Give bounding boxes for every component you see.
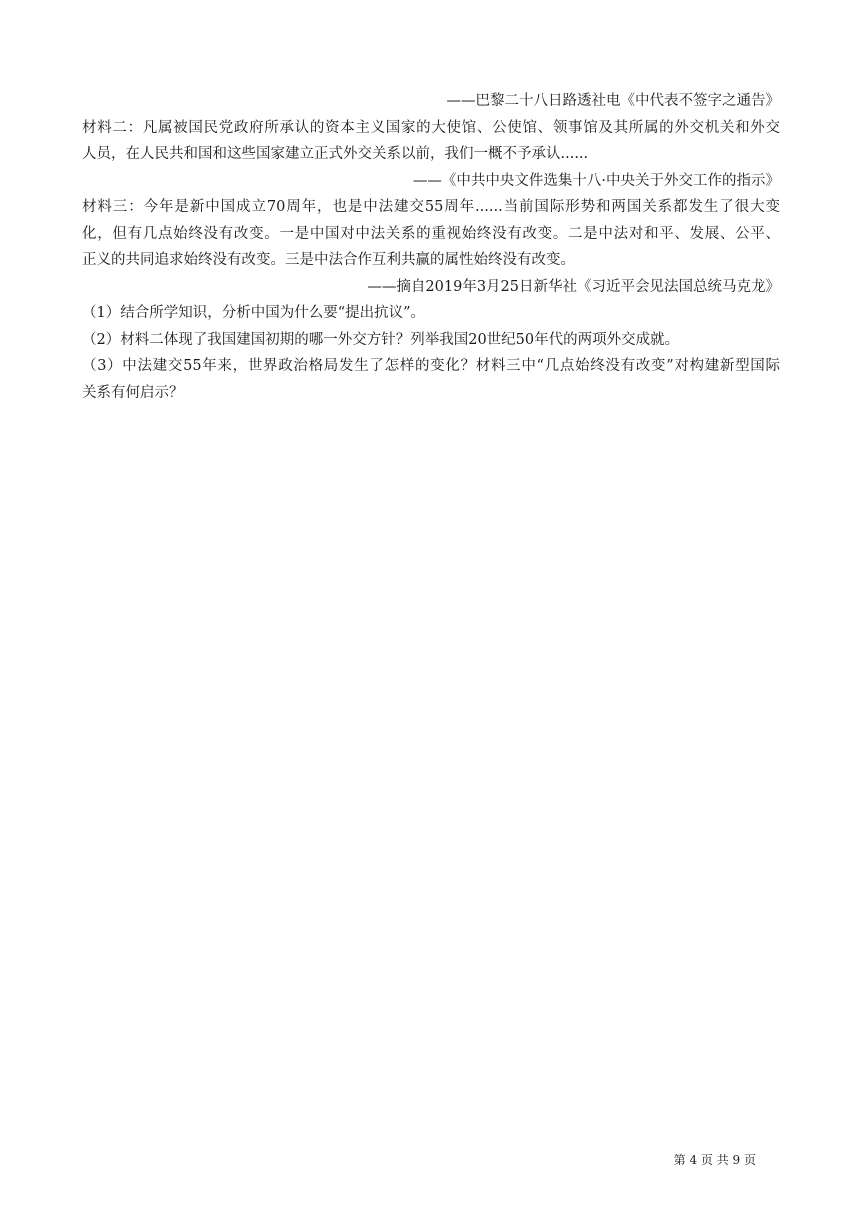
question-1: （1）结合所学知识，分析中国为什么要“提出抗议”。 (82, 305, 426, 321)
material-2-source: ——《中共中央文件选集十八·中央关于外交工作的指示》 (412, 172, 780, 189)
material-3-source: ——摘自2019年3月25日新华社《习近平会见法国总统马克龙》 (367, 278, 780, 295)
source-citation-1: ——巴黎二十八日路透社电《中代表不签字之通告》 (446, 93, 780, 109)
question-3-line-1: （3）中法建交55年来，世界政治格局发生了怎样的变化？材料三中“几点始终没有改变”对构建新型国际 (82, 358, 780, 374)
material-2-line-1: 材料二：凡属被国民党政府所承认的资本主义国家的大使馆、公使馆、领事馆及其所属的外交机关和外交 (82, 119, 780, 136)
material-3-line-3: 正义的共同追求始终没有改变。三是中法合作互利共赢的属性始终没有改变。 (82, 252, 575, 268)
material-2-line-2: 人员，在人民共和国和这些国家建立正式外交关系以前，我们一概不予承认...... (82, 146, 589, 162)
material-3-line-2: 化，但有几点始终没有改变。一是中国对中法关系的重视始终没有改变。二是中法对和平、发展、公平、 (82, 225, 780, 242)
page-number: 第 4 页 共 9 页 (673, 1153, 756, 1167)
question-2: （2）材料二体现了我国建国初期的哪一外交方针？列举我国20世纪50年代的两项外交成就。 (82, 331, 680, 348)
material-3-line-1: 材料三：今年是新中国成立70周年，也是中法建交55周年......当前国际形势和两国关系都发生了很大变 (82, 199, 780, 215)
page-footer (0, 1152, 860, 1168)
question-3-line-2: 关系有何启示？ (82, 384, 184, 401)
document-body (82, 88, 780, 406)
